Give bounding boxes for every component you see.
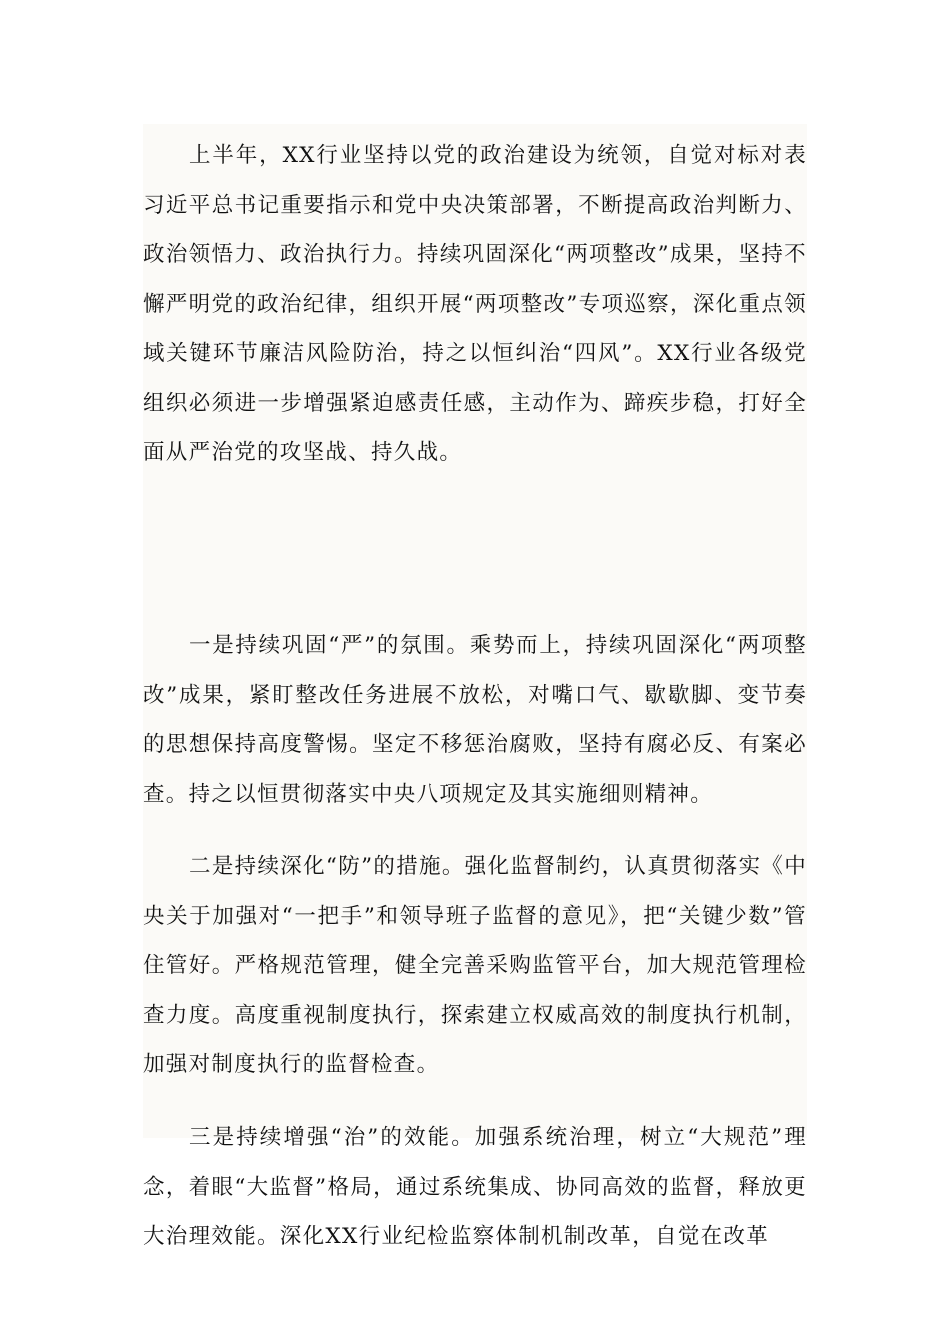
paragraph-4-clip bbox=[143, 124, 807, 1249]
document-text-block bbox=[143, 124, 807, 1249]
paragraph-2: 一是持续巩固“严”的氛围。乘势而上，持续巩固深化“两项整改”成果，紧盯整改任务进展不放松，对嘴口气、歇歇脚、变节奏的思想保持高度警惕。坚定不移惩治腐败，坚持有腐必反、有案必查。持之以恒贯彻落实中央八项规定及其实施细则精神。 bbox=[143, 633, 807, 807]
paragraph-1: 上半年，XX行业坚持以党的政治建设为统领，自觉对标对表习近平总书记重要指示和党中央决策部署，不断提高政治判断力、政治领悟力、政治执行力。持续巩固深化“两项整改”成果，坚持不懈严明党的政治纪律，组织开展“两项整改”专项巡察，深化重点领域关键环节廉洁风险防治，持之以恒纠治“四风”。XX行业各级党组织必须进一步增强紧迫感责任感，主动作为、蹄疾步稳，打好全面从严治党的攻坚战、持久战。 bbox=[143, 143, 807, 465]
paragraph-3: 二是持续深化“防”的措施。强化监督制约，认真贯彻落实《中央关于加强对“一把手”和领导班子监督的意见》，把“关键少数”管住管好。严格规范管理，健全完善采购监管平台，加大规范管理检查力度。高度重视制度执行，探索建立权威高效的制度执行机制，加强对制度执行的监督检查。 bbox=[143, 854, 807, 1077]
paragraph-4: 三是持续增强“治”的效能。加强系统治理，树立“大规范”理念，着眼“大监督”格局，通过系统集成、协同高效的监督，释放更大治理效能。深化XX行业纪检监察体制机制改革，自觉在改革 bbox=[143, 1125, 807, 1249]
